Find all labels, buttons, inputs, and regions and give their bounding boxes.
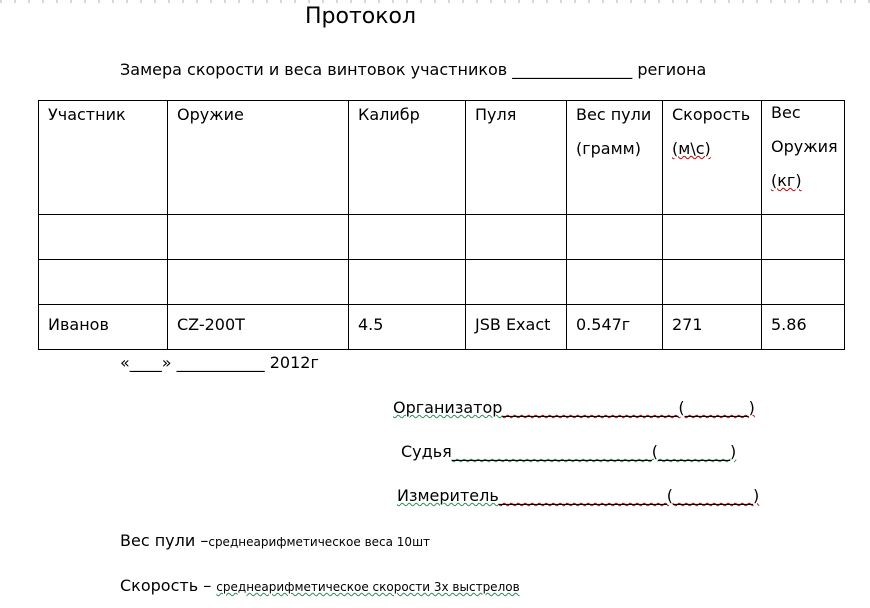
document-subtitle: Замера скорости и веса винтовок участников _______________ региона — [120, 60, 707, 79]
note-pellet-weight — [120, 531, 430, 550]
table-cell[interactable] — [349, 260, 466, 305]
table-cell[interactable] — [466, 215, 567, 260]
note-speed-text: среднеарифметическое скорости 3х выстрелов — [216, 580, 520, 594]
table-cell[interactable] — [349, 215, 466, 260]
cell-participant[interactable]: Иванов — [39, 305, 168, 350]
table-row — [39, 305, 845, 350]
note-weight-text: среднеарифметическое веса 10шт — [208, 535, 431, 549]
header-caliber: Калибр — [349, 101, 466, 215]
table-cell[interactable] — [663, 215, 762, 260]
table-cell[interactable] — [168, 215, 349, 260]
document-title: Протокол — [305, 4, 417, 29]
header-weapon-weight-line2: Оружия — [771, 137, 838, 156]
cell-pellet[interactable]: JSB Exact — [466, 305, 567, 350]
measurer-signature — [397, 486, 759, 505]
table-cell[interactable] — [39, 215, 168, 260]
measurer-label: Измеритель — [397, 486, 499, 505]
organizer-label: Организатор — [393, 398, 503, 417]
header-speed-line1: Скорость — [672, 105, 751, 124]
note-weight-label: Вес пули – — [120, 531, 209, 550]
table-cell[interactable] — [168, 260, 349, 305]
header-pellet-weight — [567, 101, 663, 215]
header-weapon-weight-line3: (кг) — [771, 171, 802, 190]
table-cell[interactable] — [39, 260, 168, 305]
judge-signature — [401, 442, 736, 461]
cell-speed[interactable]: 271 — [663, 305, 762, 350]
protocol-table — [38, 100, 845, 350]
table-cell[interactable] — [663, 260, 762, 305]
note-speed-label: Скорость – — [120, 576, 212, 595]
cell-weapon-weight[interactable]: 5.86 — [762, 305, 845, 350]
cell-weapon[interactable]: CZ-200T — [168, 305, 349, 350]
organizer-line: ______________________(________) — [502, 398, 755, 417]
note-speed — [120, 576, 520, 595]
date-line: «____» ___________ 2012г — [120, 353, 319, 372]
table-cell[interactable] — [762, 215, 845, 260]
ruler-strip — [0, 0, 870, 3]
header-speed — [663, 101, 762, 215]
table-row — [39, 215, 845, 260]
judge-label: Судья — [401, 442, 452, 461]
cell-caliber[interactable]: 4.5 — [349, 305, 466, 350]
table-cell[interactable] — [567, 215, 663, 260]
header-participant: Участник — [39, 101, 168, 215]
judge-line: _________________________(_________) — [451, 442, 737, 461]
table-cell[interactable] — [762, 260, 845, 305]
header-pellet: Пуля — [466, 101, 567, 215]
table-cell[interactable] — [567, 260, 663, 305]
header-weapon: Оружие — [168, 101, 349, 215]
header-speed-line2: (м\с) — [672, 139, 711, 158]
organizer-signature — [393, 398, 755, 417]
header-weapon-weight — [762, 101, 845, 215]
table-row — [39, 260, 845, 305]
measurer-line: _____________________(__________) — [498, 486, 760, 505]
header-pellet-weight-line1: Вес пули — [576, 105, 652, 124]
cell-pellet-weight[interactable]: 0.547г — [567, 305, 663, 350]
header-weapon-weight-line1: Вес — [771, 103, 801, 122]
table-cell[interactable] — [466, 260, 567, 305]
header-row — [39, 101, 845, 215]
header-pellet-weight-line2: (грамм) — [576, 139, 641, 158]
